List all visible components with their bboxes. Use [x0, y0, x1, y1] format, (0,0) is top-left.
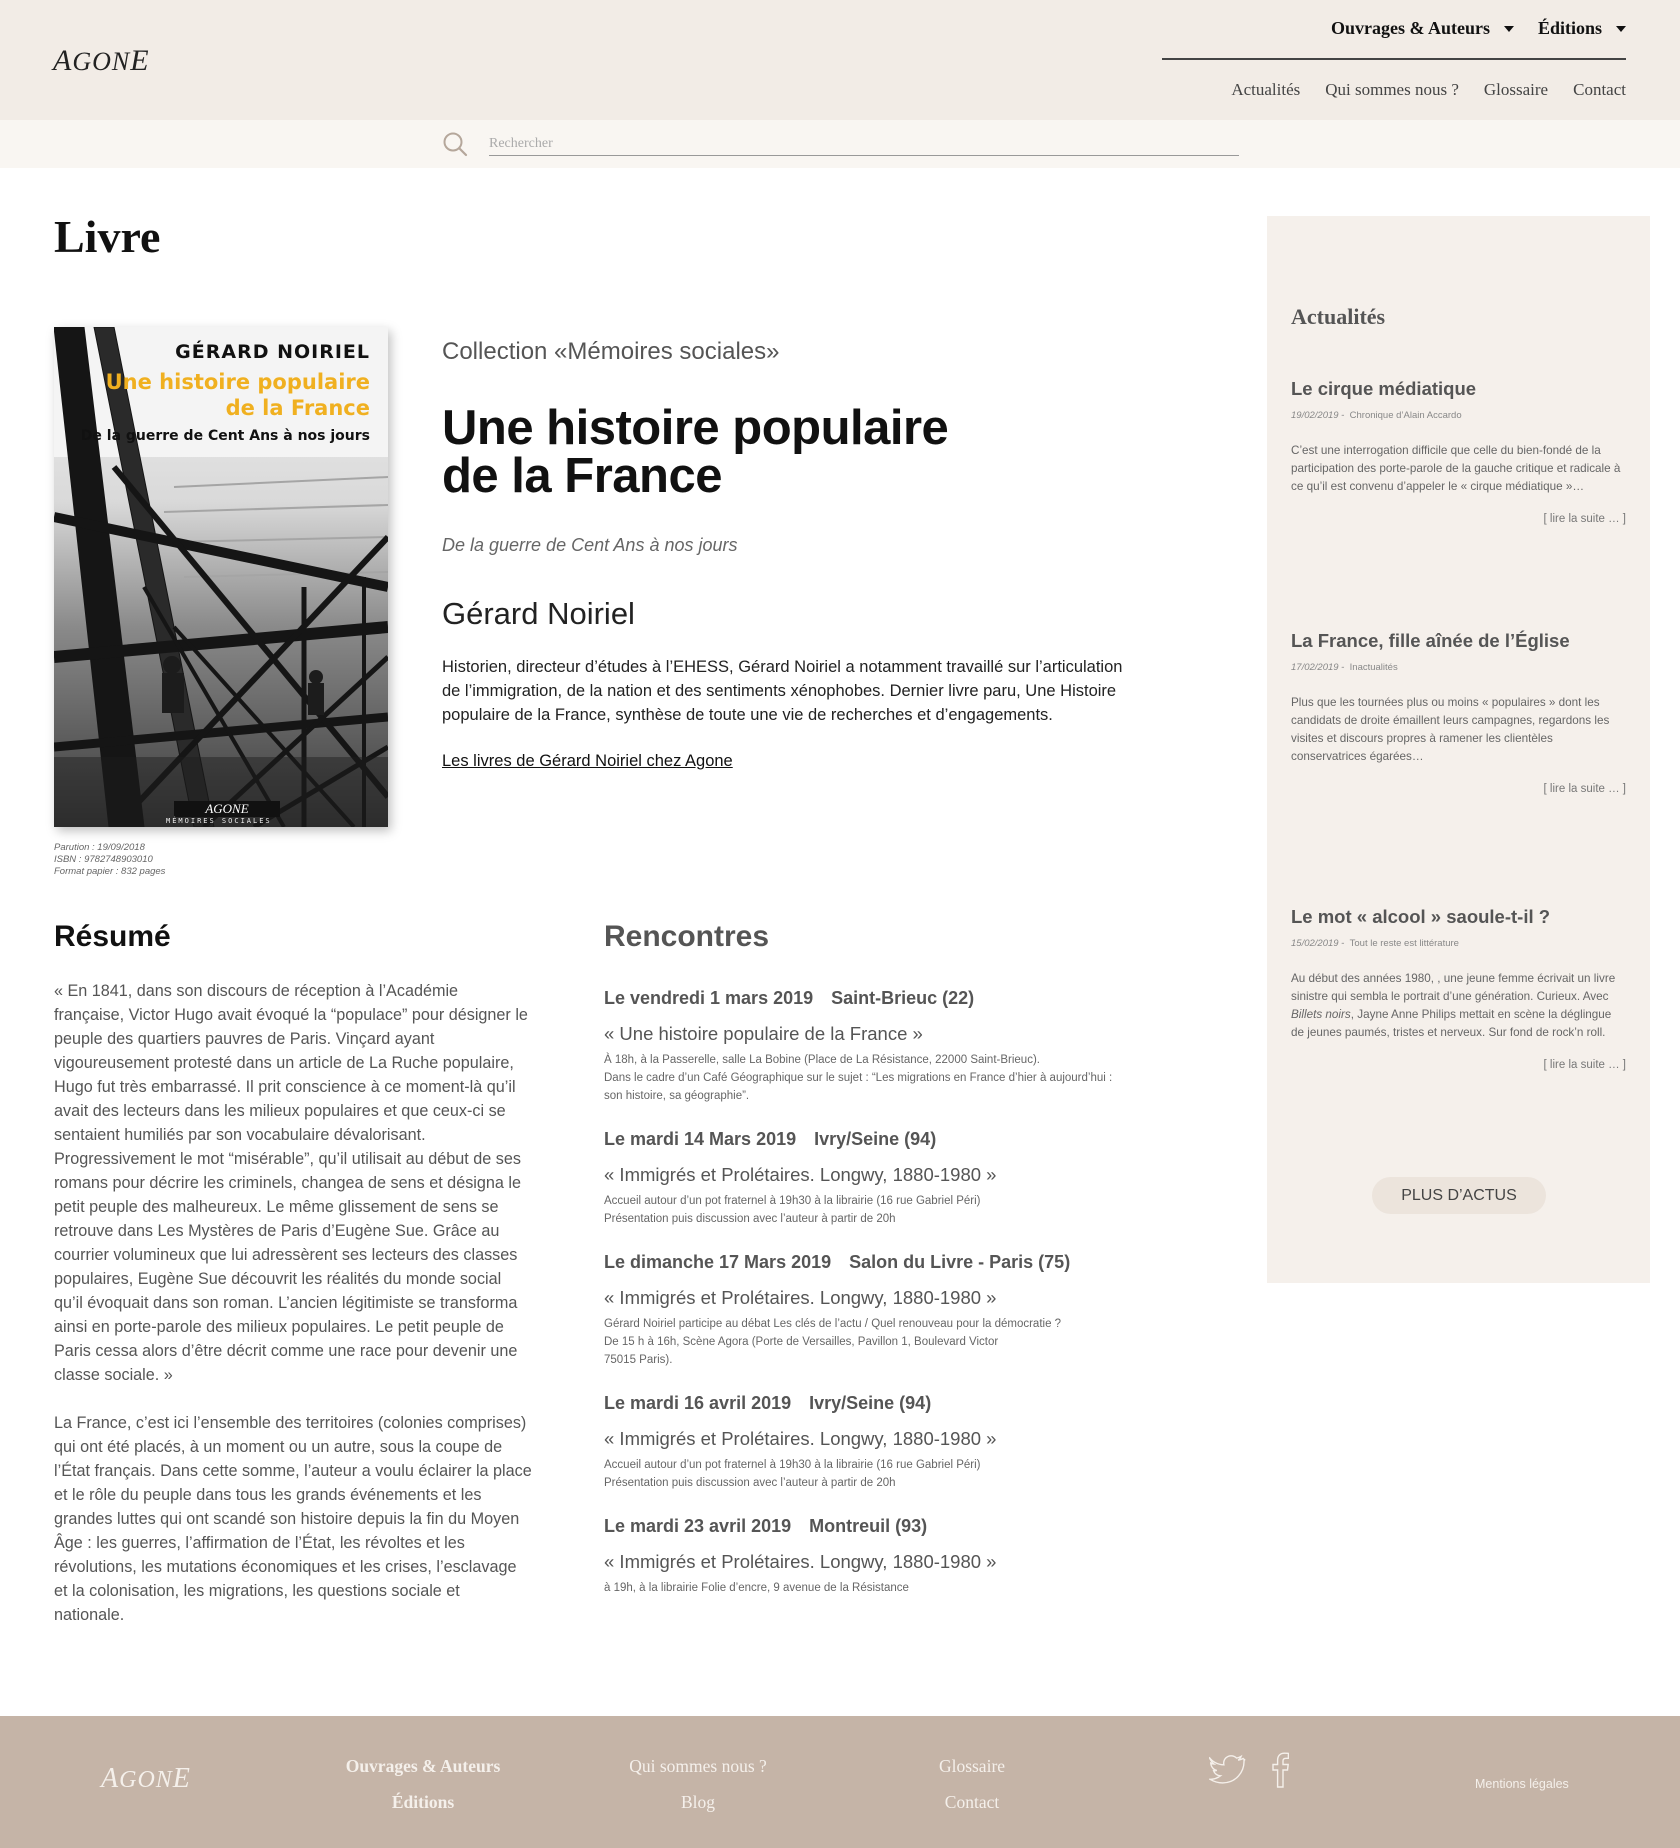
book-collection: Collection «Mémoires sociales» — [442, 338, 780, 365]
event-item — [604, 988, 1164, 1105]
format: Format papier : 832 pages — [54, 866, 166, 877]
event-item — [604, 1129, 1164, 1228]
book-subtitle: De la guerre de Cent Ans à nos jours — [442, 535, 738, 555]
event-title: « Une histoire populaire de la France » — [604, 1023, 923, 1044]
footer-link-qui-sommes-nous[interactable]: Qui sommes nous ? — [629, 1756, 767, 1776]
page-title: Livre — [54, 211, 161, 262]
news-meta: 19/02/2019 - Chronique d’Alain Accardo — [1291, 410, 1462, 421]
event-description: à 19h, à la librairie Folie d’encre, 9 avenue de la Résistance — [604, 1582, 909, 1594]
legal-notice-link[interactable]: Mentions légales — [1475, 1777, 1569, 1791]
news-title[interactable]: La France, fille aînée de l’Église — [1291, 630, 1570, 651]
news-item — [1291, 906, 1626, 1071]
news-excerpt: Plus que les tournées plus ou moins « populaires » dont les candidats de droite émaillent leurs campagnes, regardons les visites et discours propres à ramener les clientèles conservatrices égarées… — [1291, 696, 1610, 763]
event-item — [604, 1252, 1164, 1369]
event-place: Montreuil (93) — [809, 1516, 928, 1536]
more-news-button[interactable]: PLUS D’ACTUS — [1372, 1177, 1546, 1214]
news-meta: 15/02/2019 - Tout le reste est littérature — [1291, 938, 1459, 949]
resume-heading: Résumé — [54, 920, 171, 953]
resume-text — [54, 979, 532, 1651]
rencontres-heading: Rencontres — [604, 920, 770, 953]
site-footer — [0, 1716, 1680, 1848]
news-title[interactable]: Le mot « alcool » saoule-t-il ? — [1291, 906, 1551, 927]
pub-date: Parution : 19/09/2018 — [54, 842, 145, 853]
event-date: Le dimanche 17 Mars 2019 — [604, 1252, 832, 1272]
footer-link-contact[interactable]: Contact — [944, 1792, 1000, 1812]
event-list — [604, 988, 1164, 1621]
event-item — [604, 1516, 1164, 1597]
footer-nav-col-3 — [922, 1748, 1022, 1820]
site-logo[interactable]: AGONE — [53, 44, 150, 77]
search-input[interactable] — [489, 132, 1239, 156]
cover-author: GÉRARD NOIRIEL — [175, 341, 370, 363]
cover-collection: MÉMOIRES SOCIALES — [166, 817, 272, 825]
sidebar-title: Actualités — [1291, 304, 1386, 329]
footer-nav-col-2 — [608, 1748, 788, 1820]
read-more-link[interactable]: [ lire la suite … ] — [1543, 513, 1626, 525]
read-more-link[interactable]: [ lire la suite … ] — [1543, 783, 1626, 795]
event-title: « Immigrés et Prolétaires. Longwy, 1880-1980 » — [604, 1287, 997, 1308]
cover-subtitle: De la guerre de Cent Ans à nos jours — [80, 428, 370, 444]
footer-link-editions[interactable]: Éditions — [391, 1792, 455, 1812]
event-description: Accueil autour d’un pot fraternel à 19h30 à la librairie (16 rue Gabriel Péri) Présentation puis discussion avec l’auteur à partir de 20h — [604, 1459, 981, 1489]
event-date: Le mardi 16 avril 2019 — [604, 1393, 792, 1413]
event-place: Ivry/Seine (94) — [814, 1129, 937, 1149]
event-description: Accueil autour d’un pot fraternel à 19h30 à la librairie (16 rue Gabriel Péri) Présentation puis discussion avec l’auteur à partir de 20h — [604, 1195, 981, 1225]
event-place: Salon du Livre - Paris (75) — [849, 1252, 1071, 1272]
isbn: ISBN : 9782748903010 — [54, 854, 153, 865]
footer-logo[interactable]: AGONE — [101, 1763, 191, 1794]
nav-editions[interactable]: Éditions — [1538, 18, 1626, 39]
footer-link-glossaire[interactable]: Glossaire — [938, 1756, 1006, 1776]
secondary-nav — [1231, 80, 1626, 100]
nav-glossaire[interactable]: Glossaire — [1483, 80, 1549, 99]
event-date: Le vendredi 1 mars 2019 — [604, 988, 814, 1008]
news-meta: 17/02/2019 - Inactualités — [1291, 662, 1398, 673]
resume-paragraph: « En 1841, dans son discours de réception à l’Académie française, Victor Hugo avait évoqué la “populace” pour désigner le peuple des quartiers pauvres de Paris. Vinçard ayant vigoureusement protesté dans un article de La Ruche populaire, Hugo fut très embarrassé. Il prit conscience à ce moment-là qu’il avait des lecteurs dans les milieux populaires et que ceux-ci se sentaient humiliés par son vocabulaire dévalorisant. Progressivement le mot “misérable”, qu’il utilisait au début de ses romans pour décrire les criminels, changea de sens et désigna le petit peuple des malheureux. Le même glissement de sens se retrouve dans Les Mystères de Paris d’Eugène Sue. Grâce au courrier volumineux que lui adressèrent ses lecteurs des classes populaires, Eugène Sue découvrit les réalités du monde social qu’il évoquait dans son roman. L’ancien légitimiste se transforma ainsi en porte-parole des milieux populaires. Le petit peuple de Paris cessa alors d’être décrit comme une race pour devenir une classe sociale. » — [54, 982, 528, 1384]
footer-link-ouvrages-auteurs[interactable]: Ouvrages & Auteurs — [345, 1756, 501, 1776]
nav-contact[interactable]: Contact — [1573, 80, 1626, 99]
footer-link-blog[interactable]: Blog — [680, 1792, 716, 1812]
facebook-icon[interactable] — [1271, 1750, 1289, 1788]
cover-title: Une histoire populaire de la France — [105, 370, 370, 420]
resume-paragraph: La France, c’est ici l’ensemble des territoires (colonies comprises) qui ont été placés, à un moment ou un autre, sous la coupe de l’État français. Dans cette somme, l’auteur a voulu éclairer la place et le rôle du peuple dans tous les grands événements et les grandes luttes qui ont scandé son histoire depuis la fin du Moyen Âge : les guerres, l’affirmation de l’État, les révoltes et les révolutions, les mutations économiques et les crises, l’esclavage et la colonisation, les migrations, les questions sociale et nationale. — [54, 1414, 532, 1624]
chevron-down-icon — [1616, 26, 1626, 32]
book-cover — [54, 327, 388, 827]
event-place: Ivry/Seine (94) — [809, 1393, 932, 1413]
site-header — [0, 0, 1680, 120]
event-place: Saint-Brieuc (22) — [831, 988, 975, 1008]
twitter-icon[interactable] — [1209, 1753, 1247, 1789]
news-item — [1291, 630, 1626, 795]
news-sidebar — [1267, 216, 1650, 1283]
event-description: À 18h, à la Passerelle, salle La Bobine (Place de La Résistance, 22000 Saint-Brieuc). Dans le cadre d’un Café Géographique sur le sujet : “Les migrations en France d’hier à aujourd’hui : son histoire, sa géographie”. — [604, 1054, 1113, 1102]
news-title[interactable]: Le cirque médiatique — [1291, 378, 1477, 399]
read-more-link[interactable]: [ lire la suite … ] — [1543, 1059, 1626, 1071]
chevron-down-icon — [1504, 26, 1514, 32]
event-title: « Immigrés et Prolétaires. Longwy, 1880-1980 » — [604, 1551, 997, 1572]
cover-publisher-logo: AGONE — [174, 801, 280, 817]
event-date: Le mardi 14 Mars 2019 — [604, 1129, 797, 1149]
nav-qui-sommes-nous[interactable]: Qui sommes nous ? — [1325, 80, 1459, 99]
publication-info — [54, 842, 165, 878]
event-title: « Immigrés et Prolétaires. Longwy, 1880-1980 » — [604, 1428, 997, 1449]
author-bio: Historien, directeur d’études à l’EHESS, Gérard Noiriel a notamment travaillé sur l’articulation de l’immigration, de la nation et des sentiments xénophobes. Dernier livre paru, Une Histoire populaire de la France, synthèse de toute une vie de recherches et d’engagements. — [442, 658, 1123, 724]
nav-ouvrages-auteurs[interactable]: Ouvrages & Auteurs — [1331, 18, 1514, 39]
event-date: Le mardi 23 avril 2019 — [604, 1516, 792, 1536]
event-title: « Immigrés et Prolétaires. Longwy, 1880-1980 » — [604, 1164, 997, 1185]
nav-actualites[interactable]: Actualités — [1231, 80, 1301, 99]
news-excerpt: C’est une interrogation difficile que celle du bien-fondé de la participation des porte-parole de la gauche critique et radicale à ce qu’il est convenu d’appeler le « cirque médiatique »… — [1291, 444, 1621, 493]
nav-divider — [1162, 58, 1626, 60]
author-name: Gérard Noiriel — [442, 596, 635, 631]
event-description: Gérard Noiriel participe au débat Les clés de l’actu / Quel renouveau pour la démocratie ? De 15 h à 16h, Scène Agora (Porte de Versailles, Pavillon 1, Boulevard Victor 75015 Paris). — [604, 1318, 1062, 1366]
book-title: Une histoire populaire de la France — [442, 401, 949, 503]
author-books-link[interactable]: Les livres de Gérard Noiriel chez Agone — [442, 752, 733, 770]
news-excerpt: Au début des années 1980, , une jeune femme écrivait un livre sinistre qui sembla le portrait d’une génération. Curieux. Avec Billets noirs, Jayne Anne Philips mettait en scène la déglingue de jeunes paumés, tristes et nerveux. Sur fond de rock’n roll. — [1291, 972, 1616, 1039]
main-nav — [1331, 18, 1626, 39]
news-item — [1291, 378, 1626, 525]
footer-nav-col-1 — [338, 1748, 508, 1820]
event-item — [604, 1393, 1164, 1492]
search-icon[interactable] — [442, 131, 468, 157]
